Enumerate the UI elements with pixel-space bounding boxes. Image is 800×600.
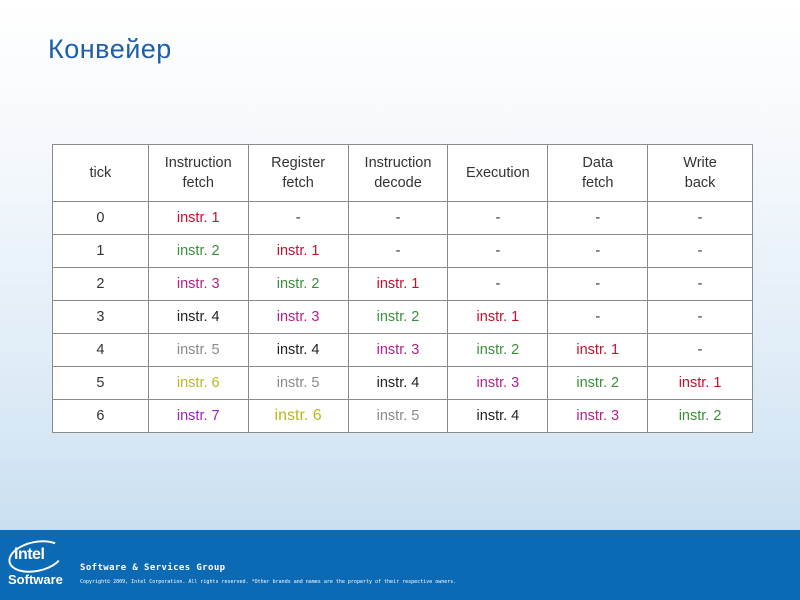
table-row bbox=[53, 367, 753, 400]
table-cell: instr. 2 bbox=[448, 334, 548, 367]
header-register-fetch: Register fetch bbox=[248, 145, 348, 202]
header-instruction-fetch: Instruction fetch bbox=[148, 145, 248, 202]
logo-software-text: Software bbox=[8, 572, 63, 587]
slide-title: Конвейер bbox=[48, 34, 172, 64]
table-cell: instr. 4 bbox=[448, 400, 548, 433]
logo-intel-text: intel bbox=[14, 546, 45, 563]
table-cell: 2 bbox=[53, 268, 149, 301]
footer-bar bbox=[0, 530, 800, 600]
table-cell: - bbox=[648, 202, 753, 235]
table-cell: - bbox=[548, 202, 648, 235]
table-cell: - bbox=[648, 235, 753, 268]
table-cell: instr. 1 bbox=[448, 301, 548, 334]
header-tick: tick bbox=[53, 145, 149, 202]
table-cell: instr. 3 bbox=[548, 400, 648, 433]
table-header-row bbox=[53, 145, 753, 202]
table-cell: instr. 1 bbox=[148, 202, 248, 235]
header-execution: Execution bbox=[448, 145, 548, 202]
table-cell: 4 bbox=[53, 334, 149, 367]
table-cell: instr. 4 bbox=[348, 367, 448, 400]
table-cell: instr. 1 bbox=[348, 268, 448, 301]
table-row bbox=[53, 400, 753, 433]
table-cell: - bbox=[648, 334, 753, 367]
table-cell: instr. 6 bbox=[248, 400, 348, 433]
table-cell: instr. 6 bbox=[148, 367, 248, 400]
table-cell: instr. 4 bbox=[148, 301, 248, 334]
table-cell: instr. 3 bbox=[348, 334, 448, 367]
table-cell: instr. 7 bbox=[148, 400, 248, 433]
table-row bbox=[53, 334, 753, 367]
table-cell: - bbox=[348, 235, 448, 268]
table-cell: - bbox=[548, 268, 648, 301]
table-cell: instr. 5 bbox=[148, 334, 248, 367]
table-cell: 5 bbox=[53, 367, 149, 400]
table-cell: - bbox=[548, 235, 648, 268]
table-cell: - bbox=[348, 202, 448, 235]
intel-software-logo bbox=[6, 538, 64, 592]
table-cell: 0 bbox=[53, 202, 149, 235]
footer-group-name: Software & Services Group bbox=[80, 563, 226, 573]
table-cell: 1 bbox=[53, 235, 149, 268]
table-cell: - bbox=[648, 268, 753, 301]
table-cell: instr. 4 bbox=[248, 334, 348, 367]
table-row bbox=[53, 301, 753, 334]
footer-copyright: Copyright© 2009, Intel Corporation. All rights reserved. *Other brands and names are the property of their respective owners. bbox=[80, 579, 457, 585]
table-cell: instr. 3 bbox=[248, 301, 348, 334]
table-cell: instr. 1 bbox=[548, 334, 648, 367]
table-cell: instr. 2 bbox=[648, 400, 753, 433]
table-cell: instr. 5 bbox=[248, 367, 348, 400]
table-cell: instr. 3 bbox=[148, 268, 248, 301]
table-cell: instr. 1 bbox=[648, 367, 753, 400]
table-cell: instr. 2 bbox=[348, 301, 448, 334]
table-cell: 6 bbox=[53, 400, 149, 433]
table-row bbox=[53, 202, 753, 235]
table-cell: instr. 5 bbox=[348, 400, 448, 433]
table-cell: - bbox=[648, 301, 753, 334]
table-cell: - bbox=[248, 202, 348, 235]
header-data-fetch: Data fetch bbox=[548, 145, 648, 202]
table-cell: instr. 3 bbox=[448, 367, 548, 400]
table-cell: instr. 2 bbox=[548, 367, 648, 400]
header-instruction-decode: Instruction decode bbox=[348, 145, 448, 202]
header-write-back: Write back bbox=[648, 145, 753, 202]
table-cell: instr. 1 bbox=[248, 235, 348, 268]
table-cell: - bbox=[548, 301, 648, 334]
table-row bbox=[53, 235, 753, 268]
pipeline-table bbox=[52, 144, 753, 433]
table-cell: instr. 2 bbox=[148, 235, 248, 268]
table-cell: 3 bbox=[53, 301, 149, 334]
table-cell: - bbox=[448, 202, 548, 235]
table-cell: instr. 2 bbox=[248, 268, 348, 301]
table-row bbox=[53, 268, 753, 301]
table-cell: - bbox=[448, 235, 548, 268]
table-cell: - bbox=[448, 268, 548, 301]
